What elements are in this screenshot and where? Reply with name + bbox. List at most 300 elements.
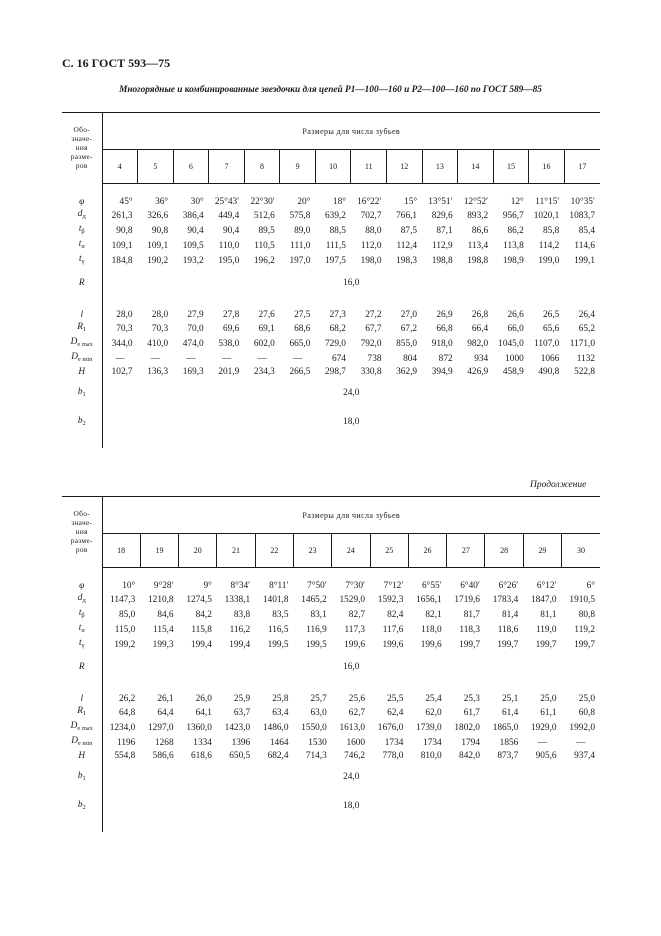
value-cell: 12° bbox=[510, 197, 524, 208]
value-cell: 714,3 bbox=[305, 751, 327, 762]
teeth-count-cell: 4 bbox=[102, 150, 138, 184]
value-cell: 25,7 bbox=[310, 694, 327, 705]
value-cell: 193,2 bbox=[182, 255, 204, 266]
value-cell: 16°22′ bbox=[357, 197, 382, 208]
value-cell: 1929,0 bbox=[530, 722, 557, 733]
row-label: $D_{e min}$ bbox=[62, 735, 102, 750]
teeth-count-cell: 8 bbox=[244, 150, 280, 184]
value-cell: 538,0 bbox=[218, 338, 240, 349]
value-cell: 1783,4 bbox=[492, 594, 519, 605]
value-cell: 18° bbox=[332, 197, 346, 208]
value-cell: 26,0 bbox=[195, 694, 212, 705]
value-cell: 61,7 bbox=[463, 707, 480, 718]
value-cell: 199,6 bbox=[344, 639, 366, 650]
value-cell: 199,6 bbox=[420, 639, 442, 650]
value-cell: 64,1 bbox=[195, 707, 212, 718]
value-cell: 810,0 bbox=[420, 751, 442, 762]
value-cell: 829,6 bbox=[431, 210, 453, 221]
value-cell: 918,0 bbox=[431, 338, 453, 349]
value-cell: 746,2 bbox=[344, 751, 366, 762]
value-cell: 199,1 bbox=[574, 255, 595, 266]
teeth-count-cell: 17 bbox=[564, 150, 600, 184]
value-cell: 1210,8 bbox=[148, 594, 174, 605]
value-cell: — bbox=[115, 353, 125, 364]
value-cell: 474,0 bbox=[182, 338, 204, 349]
header-label-line: значе- bbox=[71, 133, 93, 143]
table-row bbox=[62, 735, 600, 750]
value-cell: 702,7 bbox=[360, 210, 382, 221]
value-cell: 15° bbox=[404, 197, 418, 208]
row-label: $b_1$ bbox=[62, 762, 102, 791]
value-cell: 184,8 bbox=[111, 255, 133, 266]
value-cell: 22°30′ bbox=[250, 197, 275, 208]
table-row bbox=[62, 378, 600, 407]
table-row bbox=[62, 196, 600, 208]
value-cell: — bbox=[150, 353, 160, 364]
table-row bbox=[62, 762, 600, 791]
value-cell: 1865,0 bbox=[492, 722, 519, 733]
merged-value-cell: 18,0 bbox=[343, 416, 360, 427]
value-cell: 10° bbox=[122, 581, 136, 592]
value-cell: 26,6 bbox=[507, 310, 524, 321]
value-cell: 199,7 bbox=[497, 639, 519, 650]
value-cell: 199,7 bbox=[535, 639, 557, 650]
table-row bbox=[62, 791, 600, 820]
header-label-line: ния bbox=[75, 142, 88, 152]
row-label: $d_д$ bbox=[62, 208, 102, 223]
value-cell: 117,6 bbox=[382, 624, 404, 635]
value-cell: 1465,2 bbox=[301, 594, 327, 605]
value-cell: 25,6 bbox=[348, 694, 366, 705]
header-label-line: значе- bbox=[71, 517, 93, 527]
teeth-count-cell: 22 bbox=[255, 534, 293, 568]
header-label-line: ров bbox=[75, 160, 88, 170]
row-label: R bbox=[62, 268, 102, 297]
value-cell: 81,1 bbox=[540, 609, 557, 620]
value-cell: 1613,0 bbox=[339, 722, 366, 733]
value-cell: 85,4 bbox=[578, 225, 595, 236]
value-cell: 116,9 bbox=[306, 624, 327, 635]
value-cell: 85,8 bbox=[543, 225, 560, 236]
teeth-count-cell: 29 bbox=[523, 534, 561, 568]
value-cell: 410,0 bbox=[147, 338, 169, 349]
value-cell: 326,6 bbox=[147, 210, 169, 221]
value-cell: 575,8 bbox=[289, 210, 311, 221]
page-header: С. 16 ГОСТ 593—75 bbox=[62, 56, 171, 70]
value-cell: 1396 bbox=[231, 737, 251, 748]
value-cell: 362,9 bbox=[396, 367, 418, 378]
teeth-count-cell: 20 bbox=[179, 534, 217, 568]
value-cell: 1794 bbox=[461, 737, 480, 748]
value-cell: 30° bbox=[190, 197, 204, 208]
value-cell: 25,4 bbox=[425, 694, 442, 705]
row-label: $t_\gamma$ bbox=[62, 637, 102, 652]
value-cell: 982,0 bbox=[467, 338, 489, 349]
value-cell: 115,8 bbox=[191, 624, 212, 635]
row-label: $b_2$ bbox=[62, 791, 102, 820]
value-cell: — bbox=[186, 353, 196, 364]
value-cell: 87,1 bbox=[436, 225, 453, 236]
value-cell: 934 bbox=[474, 353, 489, 364]
value-cell: 8°11′ bbox=[269, 581, 289, 592]
value-cell: 116,2 bbox=[229, 624, 251, 635]
value-cell: 26,2 bbox=[119, 694, 136, 705]
value-cell: 199,4 bbox=[190, 639, 212, 650]
value-cell: 119,0 bbox=[535, 624, 557, 635]
header-label-line: ния bbox=[75, 526, 88, 536]
value-cell: 449,4 bbox=[218, 210, 240, 221]
value-cell: 70,3 bbox=[151, 323, 169, 334]
value-cell: 1045,0 bbox=[498, 338, 524, 349]
value-cell: 1147,3 bbox=[110, 594, 136, 605]
value-cell: 63,4 bbox=[272, 707, 289, 718]
value-cell: 110,0 bbox=[218, 240, 240, 251]
value-cell: 69,1 bbox=[258, 323, 275, 334]
value-cell: 62,7 bbox=[348, 707, 366, 718]
value-cell: 1739,0 bbox=[416, 722, 442, 733]
value-cell: 12°52′ bbox=[463, 197, 489, 208]
value-cell: 61,4 bbox=[501, 707, 519, 718]
table-row bbox=[62, 652, 600, 681]
value-cell: 27,8 bbox=[222, 310, 240, 321]
value-cell: 738 bbox=[367, 353, 382, 364]
teeth-count-cell: 5 bbox=[138, 150, 174, 184]
row-label: l bbox=[62, 693, 102, 705]
teeth-count-cell: 7 bbox=[209, 150, 245, 184]
value-cell: 13°51′ bbox=[428, 197, 453, 208]
table-row bbox=[62, 309, 600, 321]
value-cell: 136,3 bbox=[147, 367, 169, 378]
value-cell: 9° bbox=[203, 581, 212, 592]
table-row bbox=[62, 321, 600, 336]
teeth-count-cell: 26 bbox=[408, 534, 446, 568]
value-cell: 64,8 bbox=[119, 707, 136, 718]
value-cell: 26,5 bbox=[543, 310, 560, 321]
header-label bbox=[62, 497, 102, 568]
value-cell: 199,3 bbox=[152, 639, 174, 650]
value-cell: 1000 bbox=[505, 353, 524, 364]
value-cell: — bbox=[221, 353, 232, 364]
row-label: $t_\gamma$ bbox=[62, 253, 102, 268]
value-cell: 261,3 bbox=[111, 210, 133, 221]
teeth-count-cell: 13 bbox=[422, 150, 458, 184]
header-label-line: Обо- bbox=[73, 509, 90, 519]
value-cell: 115,0 bbox=[114, 624, 136, 635]
value-cell: 1107,0 bbox=[534, 338, 560, 349]
value-cell: 89,0 bbox=[294, 225, 311, 236]
row-label: $t_\beta$ bbox=[62, 607, 102, 622]
value-cell: 27,2 bbox=[365, 310, 382, 321]
teeth-count-cell: 27 bbox=[447, 534, 485, 568]
value-cell: 1910,5 bbox=[569, 594, 595, 605]
value-cell: 25,1 bbox=[501, 694, 519, 705]
value-cell: — bbox=[576, 737, 586, 748]
table-row bbox=[62, 223, 600, 238]
row-label: $t_\beta$ bbox=[62, 223, 102, 238]
value-cell: 198,3 bbox=[396, 255, 418, 266]
value-cell: 87,5 bbox=[400, 225, 418, 236]
value-cell: 83,5 bbox=[272, 609, 289, 620]
row-label: φ bbox=[62, 196, 102, 208]
table-row bbox=[62, 607, 600, 622]
value-cell: 63,7 bbox=[233, 707, 251, 718]
value-cell: 1734 bbox=[423, 737, 442, 748]
teeth-count-cell: 10 bbox=[315, 150, 351, 184]
value-cell: 682,4 bbox=[267, 751, 289, 762]
value-cell: 118,6 bbox=[497, 624, 519, 635]
value-cell: 113,8 bbox=[503, 240, 524, 251]
value-cell: 872 bbox=[438, 353, 453, 364]
value-cell: 1268 bbox=[155, 737, 174, 748]
value-cell: 82,4 bbox=[387, 609, 404, 620]
value-cell: 7°50′ bbox=[307, 581, 327, 592]
value-cell: 1719,6 bbox=[454, 594, 480, 605]
value-cell: 198,8 bbox=[431, 255, 453, 266]
teeth-count-cell: 18 bbox=[102, 534, 140, 568]
value-cell: 1656,1 bbox=[416, 594, 442, 605]
value-cell: 201,9 bbox=[218, 367, 240, 378]
value-cell: 62,0 bbox=[425, 707, 442, 718]
value-cell: 842,0 bbox=[459, 751, 480, 762]
table-row bbox=[62, 622, 600, 637]
value-cell: 650,5 bbox=[229, 751, 251, 762]
value-cell: 62,4 bbox=[387, 707, 404, 718]
value-cell: 490,8 bbox=[538, 367, 560, 378]
value-cell: 89,5 bbox=[258, 225, 275, 236]
value-cell: 1856 bbox=[499, 737, 519, 748]
row-label: $D_{e max}$ bbox=[62, 720, 102, 735]
value-cell: 199,7 bbox=[574, 639, 595, 650]
value-cell: 109,5 bbox=[182, 240, 204, 251]
table-row bbox=[62, 592, 600, 607]
value-cell: 937,4 bbox=[574, 751, 595, 762]
table-row bbox=[62, 407, 600, 436]
row-label: $R_1$ bbox=[62, 321, 102, 336]
header-label bbox=[62, 113, 102, 184]
value-cell: 80,8 bbox=[578, 609, 595, 620]
value-cell: 26,1 bbox=[157, 694, 174, 705]
value-cell: 386,4 bbox=[182, 210, 204, 221]
value-cell: 956,7 bbox=[502, 210, 524, 221]
teeth-count-cell: 6 bbox=[173, 150, 209, 184]
value-cell: 20° bbox=[297, 197, 311, 208]
table-row bbox=[62, 580, 600, 592]
row-label: $t_\alpha$ bbox=[62, 238, 102, 253]
value-cell: 116,5 bbox=[267, 624, 289, 635]
value-cell: 61,1 bbox=[540, 707, 557, 718]
value-cell: 7°12′ bbox=[383, 581, 404, 592]
value-cell: 1297,0 bbox=[148, 722, 174, 733]
value-cell: 554,8 bbox=[114, 751, 136, 762]
value-cell: 112,9 bbox=[432, 240, 453, 251]
value-cell: 6°55′ bbox=[421, 581, 442, 592]
value-cell: 112,4 bbox=[396, 240, 418, 251]
value-cell: 1423,0 bbox=[224, 722, 251, 733]
value-cell: 1196 bbox=[117, 737, 136, 748]
value-cell: 197,0 bbox=[289, 255, 311, 266]
value-cell: 69,6 bbox=[222, 323, 240, 334]
value-cell: 1401,8 bbox=[262, 594, 289, 605]
value-cell: 1992,0 bbox=[569, 722, 595, 733]
value-cell: 729,0 bbox=[325, 338, 346, 349]
value-cell: 86,6 bbox=[471, 225, 489, 236]
value-cell: 586,6 bbox=[152, 751, 174, 762]
table-row bbox=[62, 366, 600, 378]
table-row bbox=[62, 693, 600, 705]
value-cell: 114,2 bbox=[538, 240, 560, 251]
value-cell: 83,1 bbox=[310, 609, 327, 620]
value-cell: 7°30′ bbox=[345, 581, 366, 592]
value-cell: 25°43′ bbox=[214, 197, 240, 208]
value-cell: 1360,0 bbox=[186, 722, 212, 733]
span-header: Размеры для числа зубьев bbox=[102, 113, 600, 150]
value-cell: 109,1 bbox=[147, 240, 169, 251]
value-cell: — bbox=[537, 737, 548, 748]
value-cell: 90,8 bbox=[151, 225, 169, 236]
value-cell: 766,1 bbox=[396, 210, 418, 221]
value-cell: 905,6 bbox=[535, 751, 557, 762]
value-cell: 1171,0 bbox=[569, 338, 595, 349]
value-cell: 426,9 bbox=[467, 367, 489, 378]
value-cell: 26,4 bbox=[578, 310, 595, 321]
value-cell: 1676,0 bbox=[377, 722, 404, 733]
value-cell: 70,0 bbox=[187, 323, 204, 334]
value-cell: 198,8 bbox=[467, 255, 489, 266]
value-cell: 512,6 bbox=[253, 210, 275, 221]
value-cell: 25,0 bbox=[540, 694, 557, 705]
value-cell: 86,2 bbox=[507, 225, 524, 236]
value-cell: 522,8 bbox=[574, 367, 595, 378]
merged-value-cell: 16,0 bbox=[343, 277, 360, 288]
sprocket-table-2 bbox=[62, 496, 600, 832]
value-cell: 1847,0 bbox=[530, 594, 557, 605]
row-label: $b_1$ bbox=[62, 378, 102, 407]
value-cell: 458,9 bbox=[502, 367, 524, 378]
teeth-count-cell: 19 bbox=[140, 534, 178, 568]
value-cell: 25,9 bbox=[233, 694, 251, 705]
value-cell: 111,0 bbox=[290, 240, 311, 251]
merged-value-cell: 18,0 bbox=[343, 800, 360, 811]
value-cell: 88,5 bbox=[329, 225, 346, 236]
value-cell: 6°12′ bbox=[536, 581, 557, 592]
merged-value-cell: 24,0 bbox=[343, 387, 360, 398]
value-cell: 1529,0 bbox=[339, 594, 366, 605]
teeth-count-cell: 30 bbox=[562, 534, 600, 568]
value-cell: 27,3 bbox=[329, 310, 346, 321]
value-cell: 855,0 bbox=[396, 338, 418, 349]
value-cell: 234,3 bbox=[253, 367, 275, 378]
value-cell: 65,6 bbox=[543, 323, 560, 334]
value-cell: 84,2 bbox=[195, 609, 212, 620]
value-cell: 27,9 bbox=[187, 310, 204, 321]
continuation-label: Продолжение bbox=[530, 480, 587, 490]
header-label-line: разме- bbox=[70, 151, 93, 161]
value-cell: 199,0 bbox=[538, 255, 560, 266]
value-cell: 111,5 bbox=[325, 240, 346, 251]
value-cell: 330,8 bbox=[360, 367, 382, 378]
value-cell: 266,5 bbox=[289, 367, 311, 378]
value-cell: 1234,0 bbox=[109, 722, 136, 733]
value-cell: 198,9 bbox=[502, 255, 524, 266]
row-label: $t_\alpha$ bbox=[62, 622, 102, 637]
table-row bbox=[62, 253, 600, 268]
value-cell: 169,3 bbox=[182, 367, 204, 378]
value-cell: 112,0 bbox=[360, 240, 382, 251]
value-cell: 66,4 bbox=[471, 323, 489, 334]
value-cell: 618,6 bbox=[190, 751, 212, 762]
table-row bbox=[62, 238, 600, 253]
value-cell: 25,0 bbox=[578, 694, 595, 705]
value-cell: 873,7 bbox=[497, 751, 519, 762]
value-cell: 1550,0 bbox=[301, 722, 327, 733]
value-cell: 1802,0 bbox=[454, 722, 480, 733]
value-cell: 81,7 bbox=[463, 609, 480, 620]
teeth-count-cell: 24 bbox=[332, 534, 370, 568]
row-label: $D_{e min}$ bbox=[62, 351, 102, 366]
value-cell: 90,4 bbox=[187, 225, 204, 236]
value-cell: 199,6 bbox=[382, 639, 404, 650]
value-cell: 25,3 bbox=[463, 694, 480, 705]
row-label: $R_1$ bbox=[62, 705, 102, 720]
value-cell: 6°40′ bbox=[460, 581, 480, 592]
value-cell: 602,0 bbox=[253, 338, 275, 349]
value-cell: 1338,1 bbox=[224, 594, 251, 605]
value-cell: 28,0 bbox=[116, 310, 133, 321]
value-cell: 1274,5 bbox=[186, 594, 212, 605]
value-cell: — bbox=[292, 353, 303, 364]
value-cell: 11°15′ bbox=[535, 197, 560, 208]
value-cell: 298,7 bbox=[325, 367, 346, 378]
row-label: R bbox=[62, 652, 102, 681]
value-cell: 70,3 bbox=[116, 323, 133, 334]
value-cell: 114,6 bbox=[574, 240, 595, 251]
value-cell: 195,0 bbox=[218, 255, 240, 266]
header-label-line: ров bbox=[75, 544, 88, 554]
teeth-count-cell: 15 bbox=[493, 150, 529, 184]
value-cell: 674 bbox=[331, 353, 346, 364]
value-cell: 665,0 bbox=[289, 338, 311, 349]
row-label: φ bbox=[62, 580, 102, 592]
value-cell: 28,0 bbox=[151, 310, 169, 321]
value-cell: 1464 bbox=[269, 737, 289, 748]
teeth-count-cell: 11 bbox=[351, 150, 387, 184]
value-cell: 119,2 bbox=[574, 624, 595, 635]
sprocket-table-1 bbox=[62, 112, 600, 448]
value-cell: 118,0 bbox=[421, 624, 442, 635]
header-label-line: разме- bbox=[70, 535, 93, 545]
value-cell: 115,4 bbox=[153, 624, 174, 635]
value-cell: 60,8 bbox=[578, 707, 595, 718]
value-cell: 8°34′ bbox=[230, 581, 251, 592]
table-row bbox=[62, 750, 600, 762]
value-cell: 1132 bbox=[576, 353, 595, 364]
value-cell: 1592,3 bbox=[377, 594, 404, 605]
value-cell: 65,2 bbox=[578, 323, 595, 334]
value-cell: 113,4 bbox=[467, 240, 489, 251]
value-cell: 199,4 bbox=[229, 639, 251, 650]
merged-value-cell: 16,0 bbox=[343, 661, 360, 672]
value-cell: 90,4 bbox=[222, 225, 240, 236]
value-cell: — bbox=[257, 353, 267, 364]
value-cell: 197,5 bbox=[325, 255, 346, 266]
teeth-count-cell: 9 bbox=[280, 150, 316, 184]
teeth-count-cell: 12 bbox=[387, 150, 423, 184]
value-cell: 1083,7 bbox=[569, 210, 595, 221]
value-cell: 83,8 bbox=[233, 609, 251, 620]
value-cell: 9°28′ bbox=[153, 581, 174, 592]
value-cell: 1486,0 bbox=[262, 722, 289, 733]
value-cell: 344,0 bbox=[111, 338, 133, 349]
